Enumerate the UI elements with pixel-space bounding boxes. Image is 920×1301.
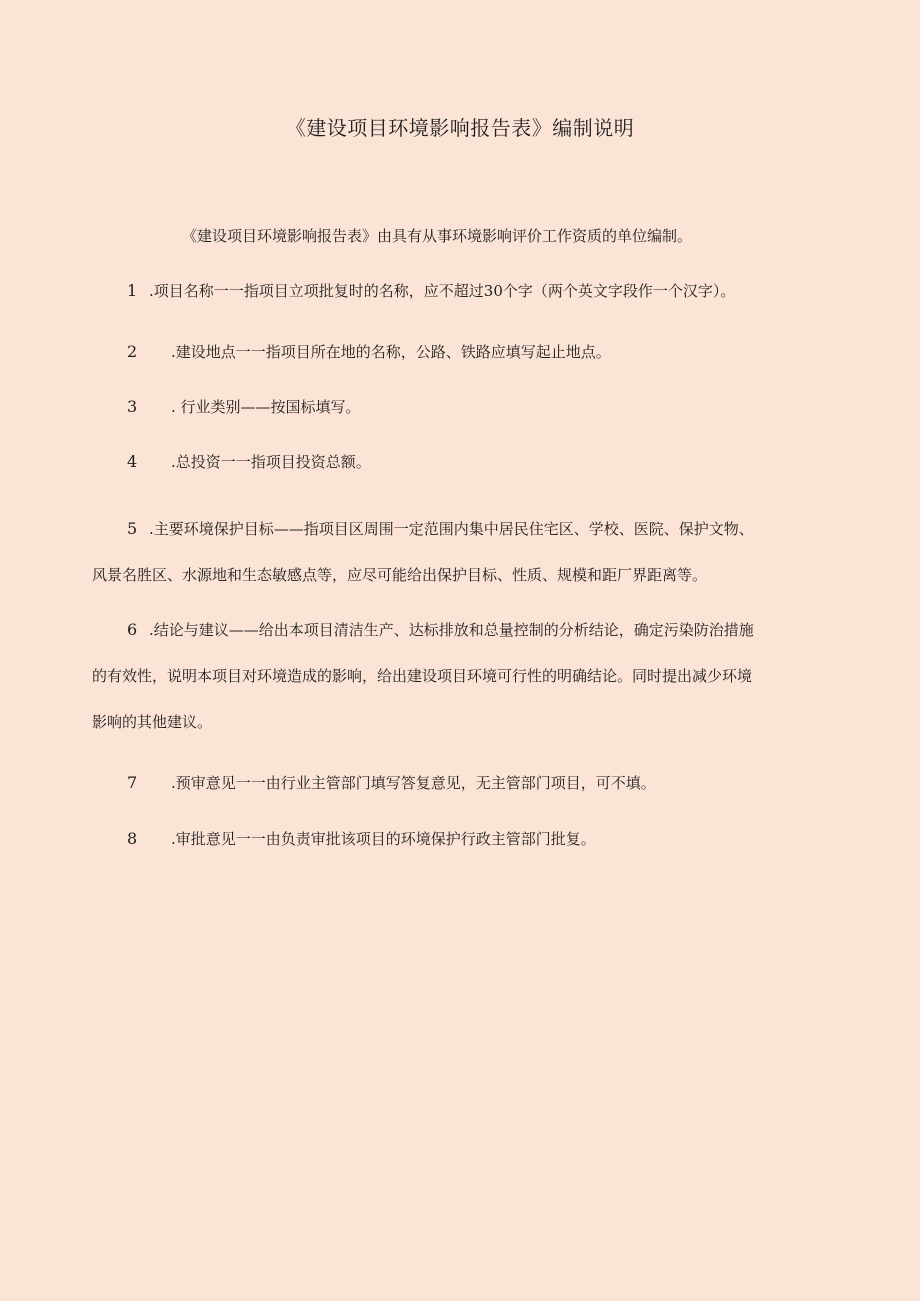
item-text-line: .主要环境保护目标——指项目区周围一定范围内集中居民住宅区、学校、医院、保护文物、 [149,520,754,538]
list-item [127,450,877,474]
item-number: 2 [127,342,138,361]
item-text: .总投资一一指项目投资总额。 [171,453,371,471]
item-text-line: 影响的其他建议。 [92,713,213,731]
item-number: 5 [127,519,138,538]
list-item [92,517,842,587]
list-item [127,340,877,364]
item-text-line: 风景名胜区、水源地和生态敏感点等，应尽可能给出保护目标、性质、规模和距厂界距离等。 [92,566,708,584]
item-number: 6 [127,620,138,639]
item-text: .项目名称一一指项目立项批复时的名称，应不超过30个字（两个英文字段作一个汉字）。 [149,282,736,300]
item-text: .预审意见一一由行业主管部门填写答复意见，无主管部门项目，可不填。 [171,774,656,792]
item-text-line: 的有效性，说明本项目对环境造成的影响，给出建设项目环境可行性的明确结论。同时提出减少环境 [92,667,753,685]
document-title: 《建设项目环境影响报告表》编制说明 [285,116,635,140]
item-text: .建设地点一一指项目所在地的名称，公路、铁路应填写起止地点。 [171,343,611,361]
list-item [92,618,842,734]
item-text-line: .结论与建议——给出本项目清洁生产、达标排放和总量控制的分析结论，确定污染防治措施 [149,621,754,639]
list-item [127,771,877,795]
item-text: . 行业类别——按国标填写。 [171,398,361,416]
item-number: 1 [127,281,138,300]
item-number: 4 [127,452,138,471]
item-number: 3 [127,397,138,416]
list-item [127,279,877,303]
intro-paragraph: 《建设项目环境影响报告表》由具有从事环境影响评价工作资质的单位编制。 [182,227,693,245]
item-number: 8 [127,829,138,848]
item-number: 7 [127,773,138,792]
item-text: .审批意见一一由负责审批该项目的环境保护行政主管部门批复。 [171,830,596,848]
list-item [127,827,877,851]
list-item [127,395,877,419]
